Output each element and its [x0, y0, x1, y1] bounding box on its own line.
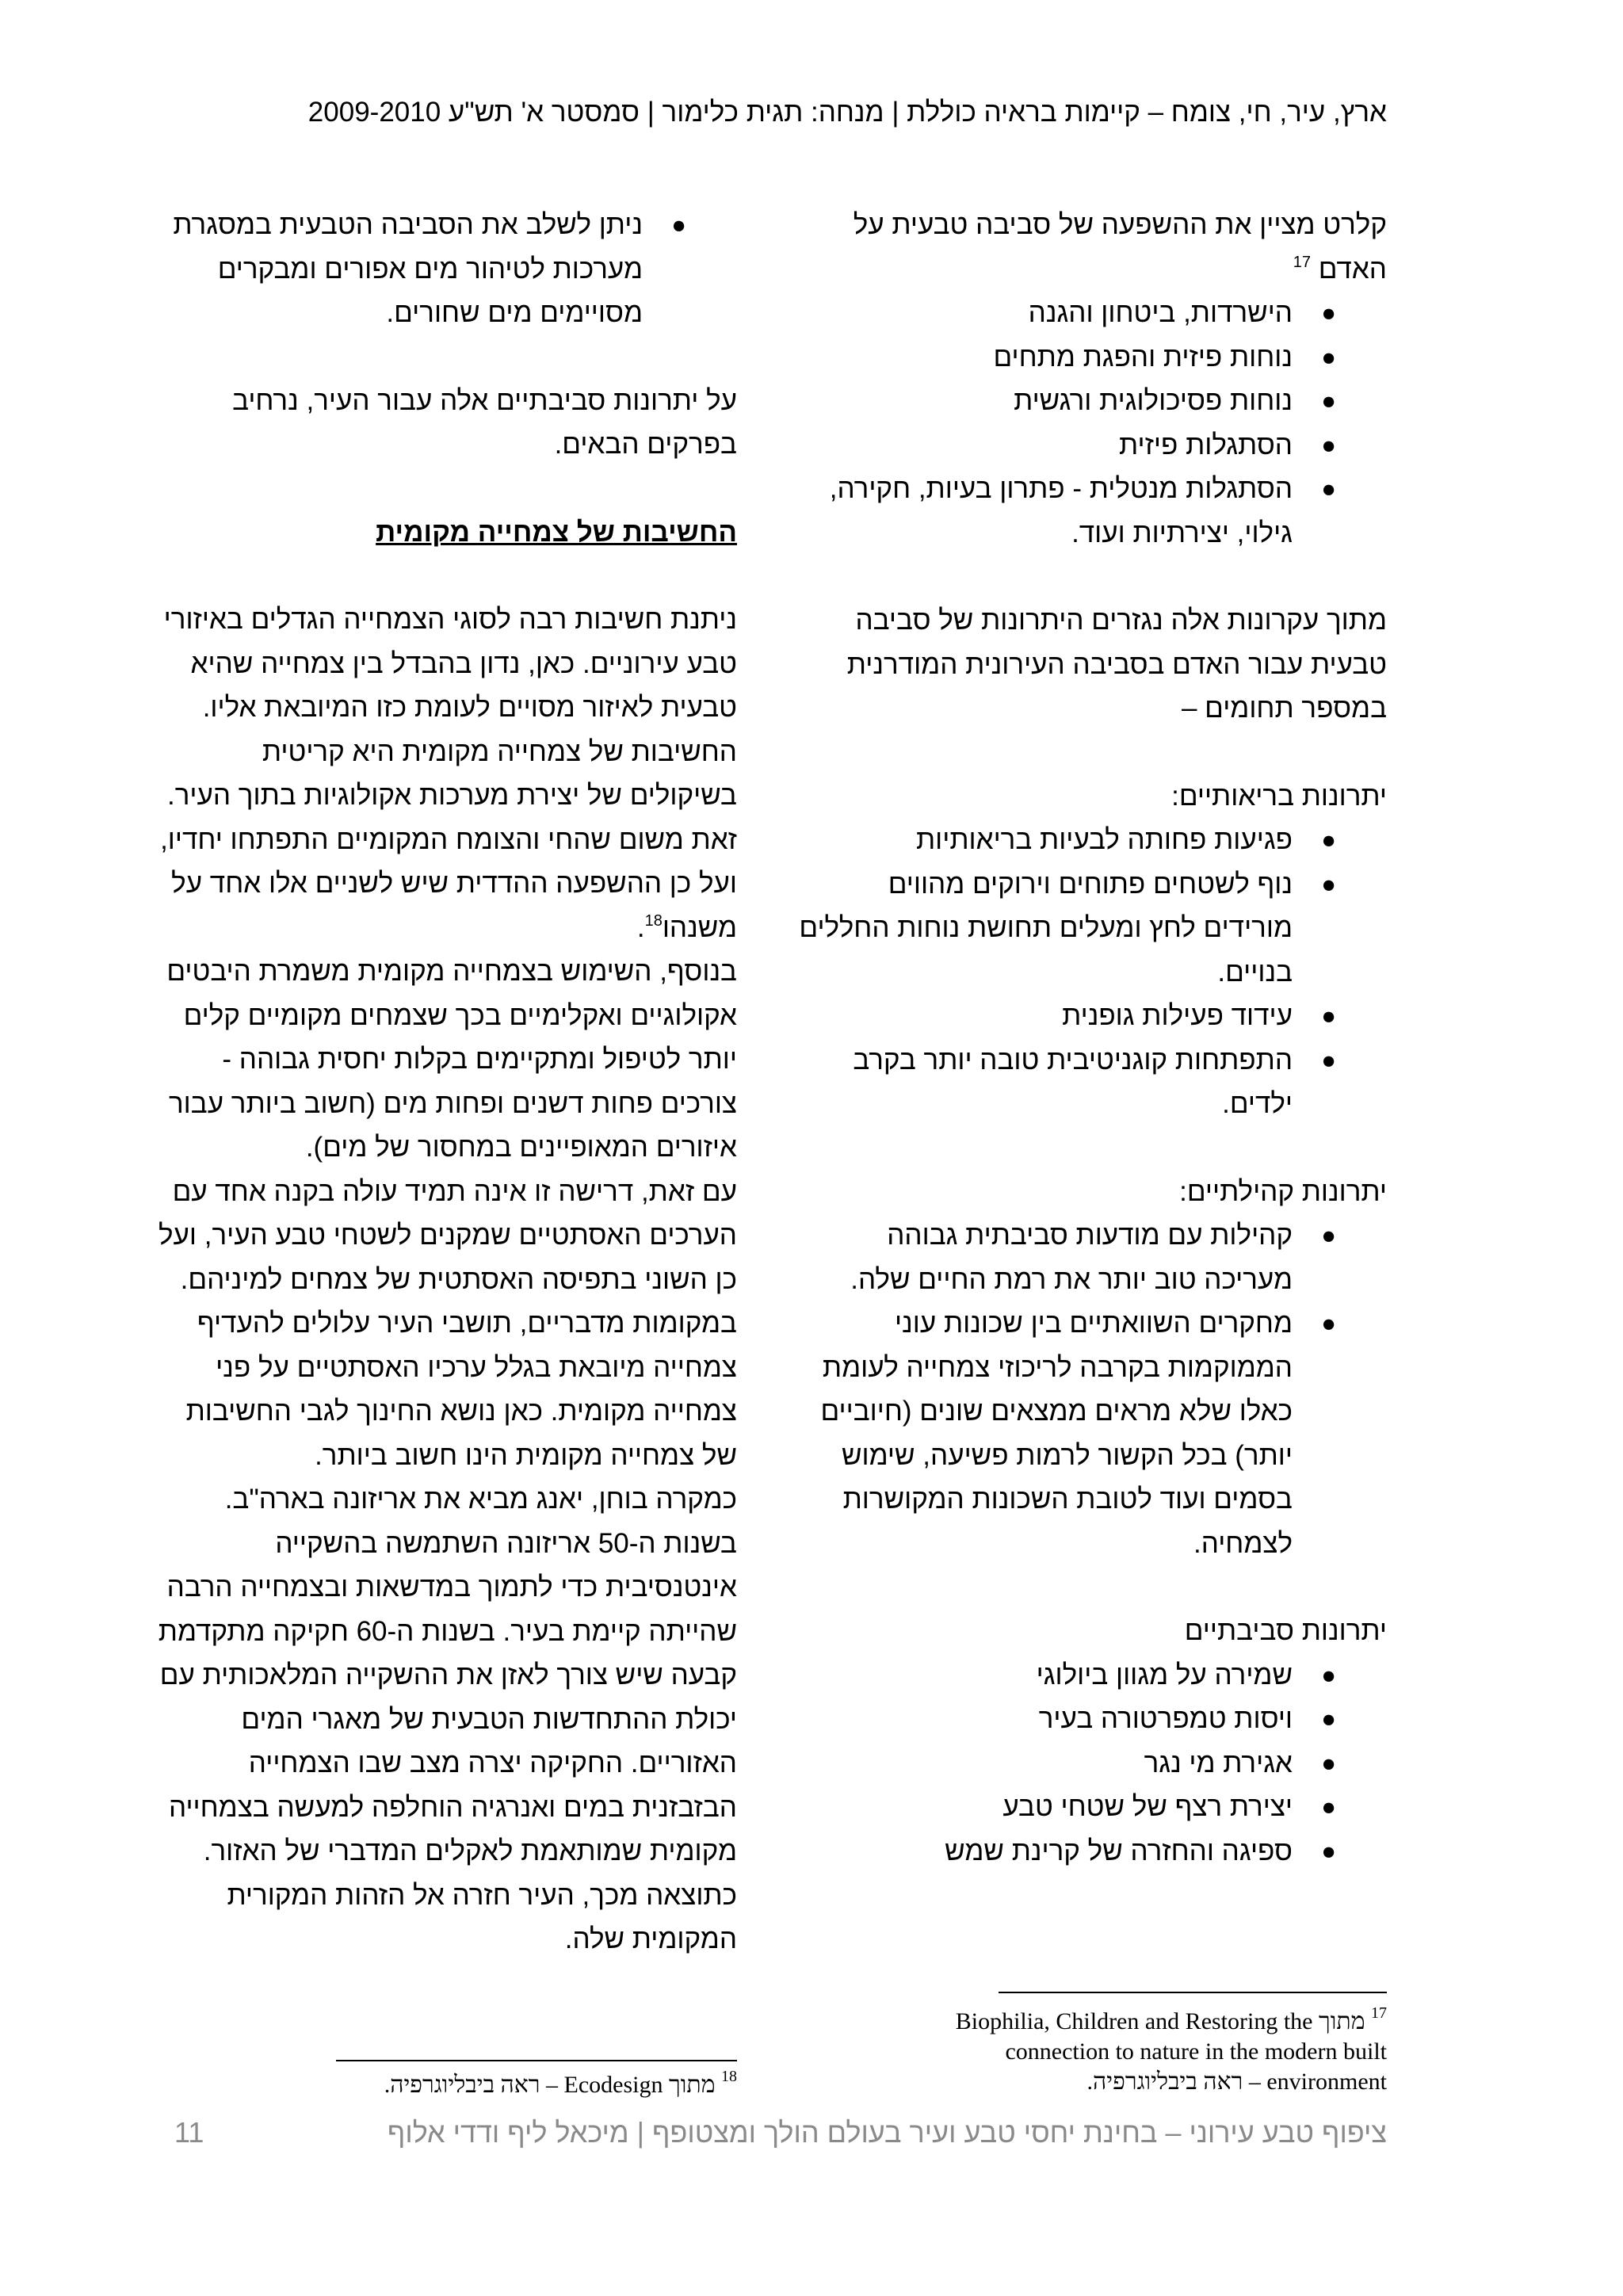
- bullet-icon: ●: [1321, 475, 1336, 502]
- community-section-title: יתרונות קהילתיים:: [1179, 1175, 1387, 1207]
- right-column: [799, 203, 1387, 1873]
- footnote-separator-left: [336, 2060, 737, 2061]
- bullet-icon: ●: [1321, 1705, 1336, 1733]
- page-number: 11: [174, 2116, 204, 2149]
- bullet-icon: ●: [1321, 1748, 1336, 1777]
- list-item: ● יצירת רצף של שטחי טבע: [799, 1785, 1387, 1829]
- desert-paragraph: במקומות מדבריים, תושבי העיר עלולים להעדיף צמחייה מיובאת בגלל ערכיו האסתטיים על פני צמחייה מקומית. כאן נושא החינוך לגבי החשיבות של צמחייה מקומית הינו חשוב ביותר.: [185, 1308, 737, 1471]
- list-item: ● הסתגלות פיזית: [799, 423, 1387, 468]
- intro-bullet-list: [799, 291, 1387, 555]
- arizona-case-paragraph: כמקרה בוחן, יאנג מביא את אריזונה בארה"ב. בשנות ה-50 אריזונה השתמשה בהשקייה אינטנסיבית כדי לתמוך במדשאות ובצמחייה הרבה שהייתה קיימת בעיר. בשנות ה-60 חקיקה מתקדמת קבעה שיש צורך לאזן את ההשקייה המלאכותית עם יכולת ההתחדשות הטבעית של מאגרי המים האזוריים. החקיקה יצרה מצב שבו הצמחייה הבזבזנית במים ואנרגיה הוחלפה למעשה בצמחייה מקומית שמותאמת לאקלים המדברי של האזור. כתוצאה מכך, העיר חזרה אל הזהות המקורית המקומית שלה.: [158, 1484, 737, 1954]
- bullet-icon: ●: [1321, 430, 1336, 459]
- list-item: ● פגיעות פחותה לבעיות בריאותיות: [799, 818, 1387, 862]
- list-item: ● ספיגה והחזרה של קרינת שמש: [799, 1829, 1387, 1874]
- environment-section-title: יתרונות סביבתיים: [1184, 1615, 1387, 1646]
- list-item: ● נוחות פסיכולוגית ורגשית: [799, 379, 1387, 423]
- community-bullet-list: [799, 1213, 1387, 1565]
- bullet-icon: ●: [1321, 1221, 1336, 1249]
- list-item: ● אגירת מי נגר: [799, 1741, 1387, 1786]
- bullet-icon: ●: [1321, 1836, 1336, 1865]
- bullet-icon: ●: [1321, 1793, 1336, 1820]
- intro-line-2: האדם: [1318, 253, 1387, 285]
- footer-text: ציפוף טבע עירוני – בחינת יחסי טבע ועיר בעולם הולך ומצטופף | מיכאל ליף ודדי אלוף: [387, 2116, 1387, 2149]
- list-item: ● קהילות עם מודעות סביבתית גבוהה מעריכה טוב יותר את רמת החיים שלה.: [799, 1213, 1387, 1301]
- list-item: ● מחקרים השוואתיים בין שכונות עוני הממוקמות בקרבה לריכוזי צמחייה לעומת כאלו שלא מראים ממצאים שונים (חיוביים יותר) בכל הקשור לרמות פשיעה, שימוש בסמים ועוד לטובת השכונות המקושרות לצמחיה.: [799, 1301, 1387, 1565]
- bullet-icon: ●: [1321, 342, 1336, 371]
- list-item: ● נוחות פיזית והפגת מתחים: [799, 335, 1387, 380]
- list-item: ● נוף לשטחים פתוחים וירוקים מהווים מורידים לחץ ומעלים תחושת נוחות החללים בנויים.: [799, 862, 1387, 995]
- aesthetics-paragraph: עם זאת, דרישה זו אינה תמיד עולה בקנה אחד עם הערכים האסתטיים שמקנים לשטחי טבע העיר, ועל כן השוני בתפיסה האסתטית של צמחים למיניהם.: [158, 1175, 737, 1295]
- footnote-18: $^{18}$ מתוך Ecodesign – ראה ביבליוגרפיה.: [384, 2068, 737, 2098]
- intro-paragraph: [799, 203, 1387, 291]
- running-header: ארץ, עיר, חי, צומח – קיימות בראיה כוללת | מנחה: תגית כלימור | סמסטר א' תש"ע 2009-2010: [307, 97, 1387, 128]
- list-item: ● הסתגלות מנטלית - פתרון בעיות, חקירה, גילוי, יצירתיות ועוד.: [799, 467, 1387, 555]
- bullet-icon: ●: [1321, 299, 1336, 327]
- bullet-icon: ●: [1321, 826, 1336, 854]
- bullet-icon: ●: [671, 211, 686, 239]
- environment-bullet-list: [799, 1653, 1387, 1874]
- health-bullet-list: [799, 818, 1387, 1126]
- bullet-icon: ●: [1321, 1660, 1336, 1689]
- footnote-ref-17[interactable]: 17: [1293, 253, 1311, 271]
- bullet-icon: ●: [1321, 869, 1336, 898]
- list-item: ● שמירה על מגוון ביולוגי: [799, 1653, 1387, 1698]
- list-item: ● התפתחות קוגניטיבית טובה יותר בקרב ילדים.: [799, 1038, 1387, 1126]
- list-item: ● ניתן לשלב את הסביבה הטבעית במסגרת מערכות לטיהור מים אפורים ומבקרים מסויימים מים שחורים.: [151, 203, 737, 335]
- list-item: ● הישרדות, ביטחון והגנה: [799, 291, 1387, 335]
- footnote-ref-18[interactable]: 18: [644, 911, 663, 930]
- section-heading: החשיבות של צמחייה מקומית: [376, 516, 737, 548]
- health-section-title: יתרונות בריאותיים:: [1171, 780, 1387, 812]
- native-vegetation-paragraph: ניתנת חשיבות רבה לסוגי הצמחייה הגדלים באיזורי טבע עירוניים. כאן, נדון בהבדל בין צמחייה שהיא טבעית לאיזור מסויים לעומת כזו המיובאת אליו. החשיבות של צמחייה מקומית היא קריטית בשיקולים של יצירת מערכות אקולוגיות בתוך העיר. זאת משום שהחי והצומח המקומיים התפתחו יחדיו, ועל כן ההשפעה ההדדית שיש לשניים אלו אחד על משנהו$^{18}$.: [160, 604, 737, 943]
- footnote-17: $^{17}$ מתוך Biophilia, Children and Restoring the connection to nature in the modern built environment – ראה ביבליוגרפיה.: [955, 2004, 1387, 2095]
- list-item: ● עידוד פעילות גופנית: [799, 994, 1387, 1038]
- bullet-icon: ●: [1321, 387, 1336, 415]
- list-item: ● ויסות טמפרטורה בעיר: [799, 1697, 1387, 1741]
- bullet-icon: ●: [1321, 1309, 1336, 1337]
- transition-paragraph: על יתרונות סביבתיים אלה עבור העיר, נרחיב בפרקים הבאים.: [232, 384, 737, 460]
- page-footer: [174, 2116, 1387, 2156]
- bullet-icon: ●: [1321, 1045, 1336, 1074]
- maintenance-paragraph: בנוסף, השימוש בצמחייה מקומית משמרת היבטים אקולוגיים ואקלימיים בכך שצמחים מקומיים קלים יותר לטיפול ומתקיימים בקלות יחסית גבוהה - צורכים פחות דשנים ופחות מים (חשוב ביותר עבור איזורים המאופיינים במחסור של מים).: [166, 956, 737, 1163]
- left-column: [151, 203, 737, 1962]
- principles-paragraph: מתוך עקרונות אלה נגזרים היתרונות של סביבה טבעית עבור האדם בסביבה העירונית המודרנית במספר תחומים –: [846, 605, 1387, 724]
- bullet-icon: ●: [1321, 1002, 1336, 1030]
- intro-line-1: קלרט מציין את ההשפעה של סביבה טבעית על: [853, 209, 1387, 240]
- top-bullet-list: [151, 203, 737, 335]
- footnote-separator-right: [999, 1992, 1387, 1993]
